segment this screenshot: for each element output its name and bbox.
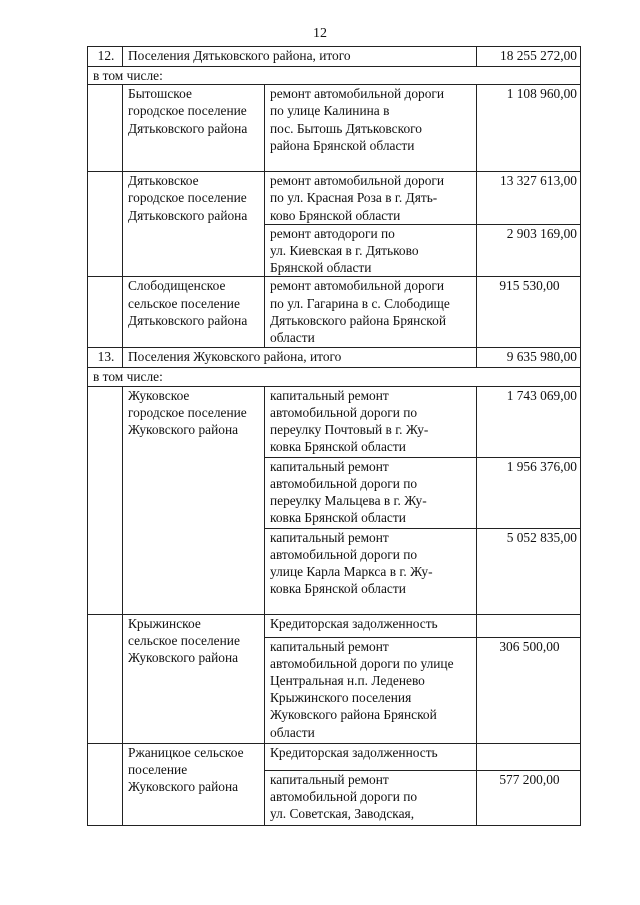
work-purpose: Кредиторская задолженность (265, 743, 477, 770)
work-purpose: капитальный ремонт автомобильной дороги по переулку Почтовый в г. Жу- ковка Брянской области (265, 386, 477, 457)
work-purpose: ремонт автомобильной дороги по улице Калинина в пос. Бытошь Дятьковского района Брянской области (265, 85, 477, 172)
section-title: Поселения Жуковского района, итого (123, 348, 477, 368)
table-row (88, 172, 581, 225)
section-total-row (88, 47, 581, 67)
allocation-amount: 1 743 069,00 (477, 386, 581, 457)
allocation-amount: 5 052 835,00 (477, 528, 581, 614)
work-purpose: капитальный ремонт автомобильной дороги по улице Центральная н.п. Леденево Крыжинского поселения Жуковского района Брянской области (265, 637, 477, 743)
empty-cell (88, 277, 123, 348)
allocation-amount: 1 956 376,00 (477, 457, 581, 528)
allocation-amount: 1 108 960,00 (477, 85, 581, 172)
work-purpose: капитальный ремонт автомобильной дороги по ул. Советская, Заводская, (265, 770, 477, 825)
settlement-name: Слободищенское сельское поселение Дятьковского района (123, 277, 265, 348)
allocation-amount: 2 903 169,00 (477, 224, 581, 277)
page-number: 12 (313, 26, 327, 41)
table-row (88, 85, 581, 172)
table-row (88, 743, 581, 770)
section-total: 9 635 980,00 (477, 348, 581, 368)
including-label: в том числе: (88, 368, 581, 386)
work-purpose: ремонт автодороги по ул. Киевская в г. Дятьково Брянской области (265, 224, 477, 277)
table-row (88, 614, 581, 637)
table-row (88, 386, 581, 457)
settlement-name: Бытошское городское поселение Дятьковского района (123, 85, 265, 172)
settlement-name: Крыжинское сельское поселение Жуковского района (123, 614, 265, 743)
allocation-amount: 13 327 613,00 (477, 172, 581, 225)
settlement-name: Дятьковское городское поселение Дятьковского района (123, 172, 265, 277)
allocation-table (87, 46, 581, 826)
work-purpose: капитальный ремонт автомобильной дороги по переулку Мальцева в г. Жу- ковка Брянской области (265, 457, 477, 528)
section-title: Поселения Дятьковского района, итого (123, 47, 477, 67)
empty-cell (88, 614, 123, 743)
including-label: в том числе: (88, 67, 581, 85)
including-row (88, 368, 581, 386)
allocation-amount: 915 530,00 (477, 277, 581, 348)
allocation-amount: 306 500,00 (477, 637, 581, 743)
section-number: 13. (88, 348, 123, 368)
settlement-name: Жуковское городское поселение Жуковского района (123, 386, 265, 614)
work-purpose: ремонт автомобильной дороги по ул. Красная Роза в г. Дять- ково Брянской области (265, 172, 477, 225)
empty-cell (88, 386, 123, 614)
section-total: 18 255 272,00 (477, 47, 581, 67)
empty-cell (88, 743, 123, 825)
allocation-amount (477, 614, 581, 637)
section-total-row (88, 348, 581, 368)
table-row (88, 277, 581, 348)
work-purpose: Кредиторская задолженность (265, 614, 477, 637)
empty-cell (88, 85, 123, 172)
allocation-amount: 577 200,00 (477, 770, 581, 825)
allocation-amount (477, 743, 581, 770)
empty-cell (88, 172, 123, 277)
including-row (88, 67, 581, 85)
section-number: 12. (88, 47, 123, 67)
work-purpose: капитальный ремонт автомобильной дороги по улице Карла Маркса в г. Жу- ковка Брянской области (265, 528, 477, 614)
work-purpose: ремонт автомобильной дороги по ул. Гагарина в с. Слободище Дятьковского района Брянской области (265, 277, 477, 348)
settlement-name: Ржаницкое сельское поселение Жуковского района (123, 743, 265, 825)
